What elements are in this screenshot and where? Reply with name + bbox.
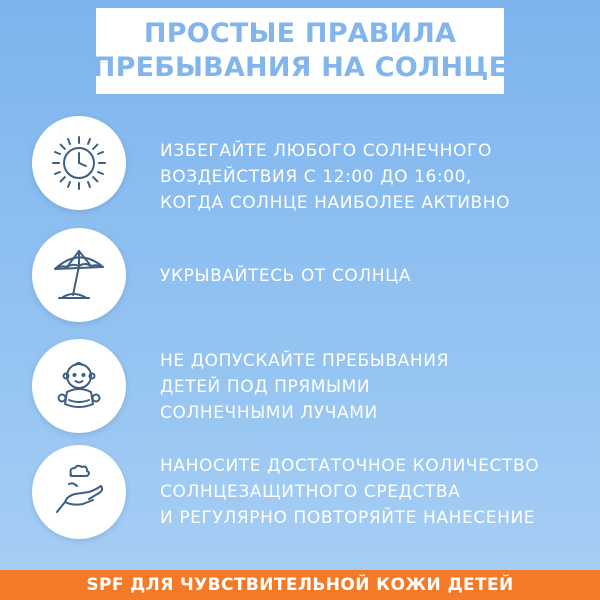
footer-banner: SPF ДЛЯ ЧУВСТВИТЕЛЬНОЙ КОЖИ ДЕТЕЙ	[0, 570, 600, 600]
sunscreen-hand-icon	[49, 462, 109, 522]
rule-text-line: УКРЫВАЙТЕСЬ ОТ СОЛНЦА	[160, 266, 412, 286]
rule-text-line: СОЛНЕЧНЫМИ ЛУЧАМИ	[160, 403, 378, 423]
rule-text-line: ИЗБЕГАЙТЕ ЛЮБОГО СОЛНЕЧНОГО	[160, 141, 492, 161]
rule-text	[160, 348, 585, 426]
rule-text-line: НАНОСИТЕ ДОСТАТОЧНОЕ КОЛИЧЕСТВО	[160, 456, 540, 476]
icon-circle	[32, 116, 126, 210]
icon-circle	[32, 228, 126, 322]
rule-item-sun-hours	[0, 110, 600, 220]
rule-text-line: НЕ ДОПУСКАЙТЕ ПРЕБЫВАНИЯ	[160, 351, 449, 371]
title-card	[92, 8, 508, 94]
rule-item-shade	[0, 222, 600, 332]
sun-clock-icon	[49, 133, 109, 193]
rule-text	[160, 453, 585, 531]
rule-text-line: ДЕТЕЙ ПОД ПРЯМЫМИ	[160, 377, 371, 397]
rule-item-sunscreen	[0, 439, 600, 549]
page-title-line-1: ПРОСТЫЕ ПРАВИЛА	[143, 18, 457, 49]
icon-circle	[32, 339, 126, 433]
page-title-line-2: ПРЕБЫВАНИЯ НА СОЛНЦЕ	[92, 52, 508, 83]
rule-text	[160, 263, 585, 289]
rule-text-line: КОГДА СОЛНЦЕ НАИБОЛЕЕ АКТИВНО	[160, 193, 511, 213]
rule-text-line: СОЛНЦЕЗАЩИТНОГО СРЕДСТВА	[160, 482, 461, 502]
rule-text-line: И РЕГУЛЯРНО ПОВТОРЯЙТЕ НАНЕСЕНИЕ	[160, 508, 536, 528]
rule-text-line: ВОЗДЕЙСТВИЯ С 12:00 ДО 16:00,	[160, 167, 473, 187]
icon-circle	[32, 445, 126, 539]
rule-text	[160, 138, 585, 216]
rule-item-children	[0, 333, 600, 443]
beach-umbrella-icon	[49, 245, 109, 305]
baby-icon	[49, 356, 109, 416]
